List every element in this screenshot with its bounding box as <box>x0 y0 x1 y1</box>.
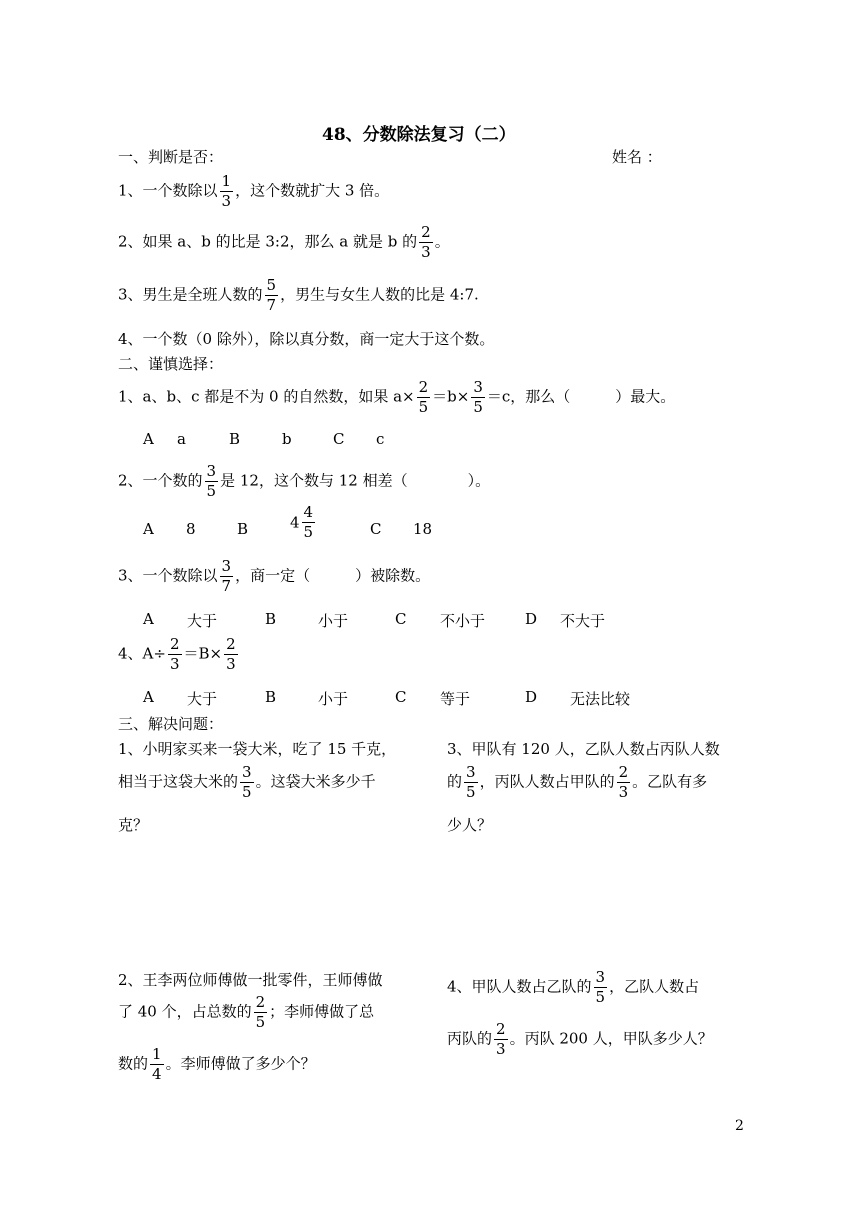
judge-q2: 2、如果 a、b 的比是 3:2，那么 a 就是 b 的 $\frac{2}{3}$ 。 <box>118 223 450 261</box>
problem-3-line-3: 少人？ <box>447 816 493 834</box>
choice-q3-option-b-label: B <box>265 610 277 628</box>
problem-4-line-1: 4、甲队人数占乙队的 $\frac{3}{5}$ ，乙队人数占 <box>447 968 700 1006</box>
choice-q4: 4、A÷ $\frac{2}{3}$ ＝B× $\frac{2}{3}$ <box>118 635 236 673</box>
choice-q4-option-a: 大于 <box>187 690 218 708</box>
problem-1-line-2: 相当于这袋大米的 $\frac{3}{5}$ 。这袋大米多少千 <box>118 763 376 801</box>
choice-q4-option-a-label: A <box>143 688 154 706</box>
fraction: $\frac{4}{5}$ <box>303 503 314 541</box>
choice-q4-option-d-label: D <box>525 688 538 706</box>
page-number: 2 <box>735 1118 744 1134</box>
problem-2-line-2: 了 40 个，占总数的 $\frac{2}{5}$ ；李师傅做了总 <box>118 993 375 1031</box>
choice-q3-option-c: 不小于 <box>440 612 486 630</box>
section3-heading: 三、解决问题： <box>118 715 224 733</box>
choice-q1: 1、a、b、c 都是不为 0 的自然数，如果 a× $\frac{2}{5}$ ＝b× $\frac{3}{5}$ ＝c，那么（ ）最大。 <box>118 378 676 416</box>
choice-q4-option-b-label: B <box>265 688 277 706</box>
choice-q2-option-a: 8 <box>186 520 196 538</box>
fraction: $\frac{3}{5}$ <box>242 763 252 801</box>
problem-2-line-1: 2、王李两位师傅做一批零件，王师傅做 <box>118 971 383 989</box>
fraction: $\frac{3}{5}$ <box>206 462 217 500</box>
choice-q1-option-a: a <box>177 430 186 448</box>
choice-q1-option-b: b <box>282 430 292 448</box>
choice-q1-option-c-label: C <box>333 430 345 448</box>
fraction: $\frac{3}{5}$ <box>595 968 606 1006</box>
problem-3-line-1: 3、甲队有 120 人，乙队人数占丙队人数 <box>447 740 720 758</box>
choice-q2-option-b: 4 $\frac{4}{5}$ <box>290 503 314 541</box>
problem-4-line-2: 丙队的 $\frac{2}{3}$ 。丙队 200 人，甲队多少人？ <box>447 1020 713 1058</box>
choice-q2-option-b-label: B <box>237 520 249 538</box>
choice-q3-option-a: 大于 <box>187 612 218 630</box>
section2-heading: 二、谨慎选择： <box>118 355 224 373</box>
name-label: 姓名 ： <box>612 148 662 166</box>
fraction: $\frac{3}{7}$ <box>221 557 232 595</box>
fraction: $\frac{3}{5}$ <box>473 378 483 416</box>
judge-q4: 4、一个数（0 除外），除以真分数，商一定大于这个数。 <box>118 330 495 348</box>
choice-q3-option-d: 不大于 <box>560 612 606 630</box>
choice-q2-option-a-label: A <box>143 520 154 538</box>
problem-1-line-3: 克？ <box>118 816 149 834</box>
fraction: $\frac{1}{3}$ <box>221 172 232 210</box>
fraction: $\frac{2}{5}$ <box>255 993 266 1031</box>
fraction: $\frac{2}{3}$ <box>169 635 180 673</box>
fraction: $\frac{2}{5}$ <box>418 378 429 416</box>
choice-q3-option-c-label: C <box>395 610 407 628</box>
fraction: $\frac{2}{3}$ <box>226 635 236 673</box>
choice-q3: 3、一个数除以 $\frac{3}{7}$ ，商一定（ ）被除数。 <box>118 557 431 595</box>
choice-q4-option-c: 等于 <box>440 690 471 708</box>
fraction: $\frac{3}{5}$ <box>466 763 476 801</box>
choice-q2-option-c-label: C <box>370 520 382 538</box>
choice-q4-option-d: 无法比较 <box>570 690 631 708</box>
choice-q3-option-d-label: D <box>525 610 538 628</box>
problem-3-line-2: 的 $\frac{3}{5}$ ，丙队人数占甲队的 $\frac{2}{3}$ 。乙队有多 <box>447 763 708 801</box>
fraction: $\frac{1}{4}$ <box>152 1045 162 1083</box>
choice-q1-option-c: c <box>376 430 385 448</box>
choice-q4-option-b: 小于 <box>318 690 349 708</box>
page-title: 48、分数除法复习（二） <box>322 125 516 145</box>
choice-q1-option-a-label: A <box>143 430 154 448</box>
choice-q3-option-a-label: A <box>143 610 154 628</box>
judge-q1: 1、一个数除以 $\frac{1}{3}$ ，这个数就扩大 3 倍。 <box>118 172 390 210</box>
choice-q2-option-c: 18 <box>413 520 433 538</box>
problem-1-line-1: 1、小明家买来一袋大米，吃了 15 千克， <box>118 740 397 758</box>
fraction: $\frac{2}{3}$ <box>618 763 629 801</box>
choice-q3-option-b: 小于 <box>318 612 349 630</box>
judge-q3: 3、男生是全班人数的 $\frac{5}{7}$ ，男生与女生人数的比是 4:7. <box>118 276 479 314</box>
fraction: $\frac{2}{3}$ <box>496 1020 506 1058</box>
fraction: $\frac{2}{3}$ <box>421 223 431 261</box>
fraction: $\frac{5}{7}$ <box>266 276 277 314</box>
problem-2-line-3: 数的 $\frac{1}{4}$ 。李师傅做了多少个？ <box>118 1045 316 1083</box>
section1-heading: 一、判断是否： <box>118 148 224 166</box>
choice-q4-option-c-label: C <box>395 688 407 706</box>
choice-q1-option-b-label: B <box>229 430 241 448</box>
choice-q2: 2、一个数的 $\frac{3}{5}$ 是 12，这个数与 12 相差（ ）。 <box>118 462 491 500</box>
